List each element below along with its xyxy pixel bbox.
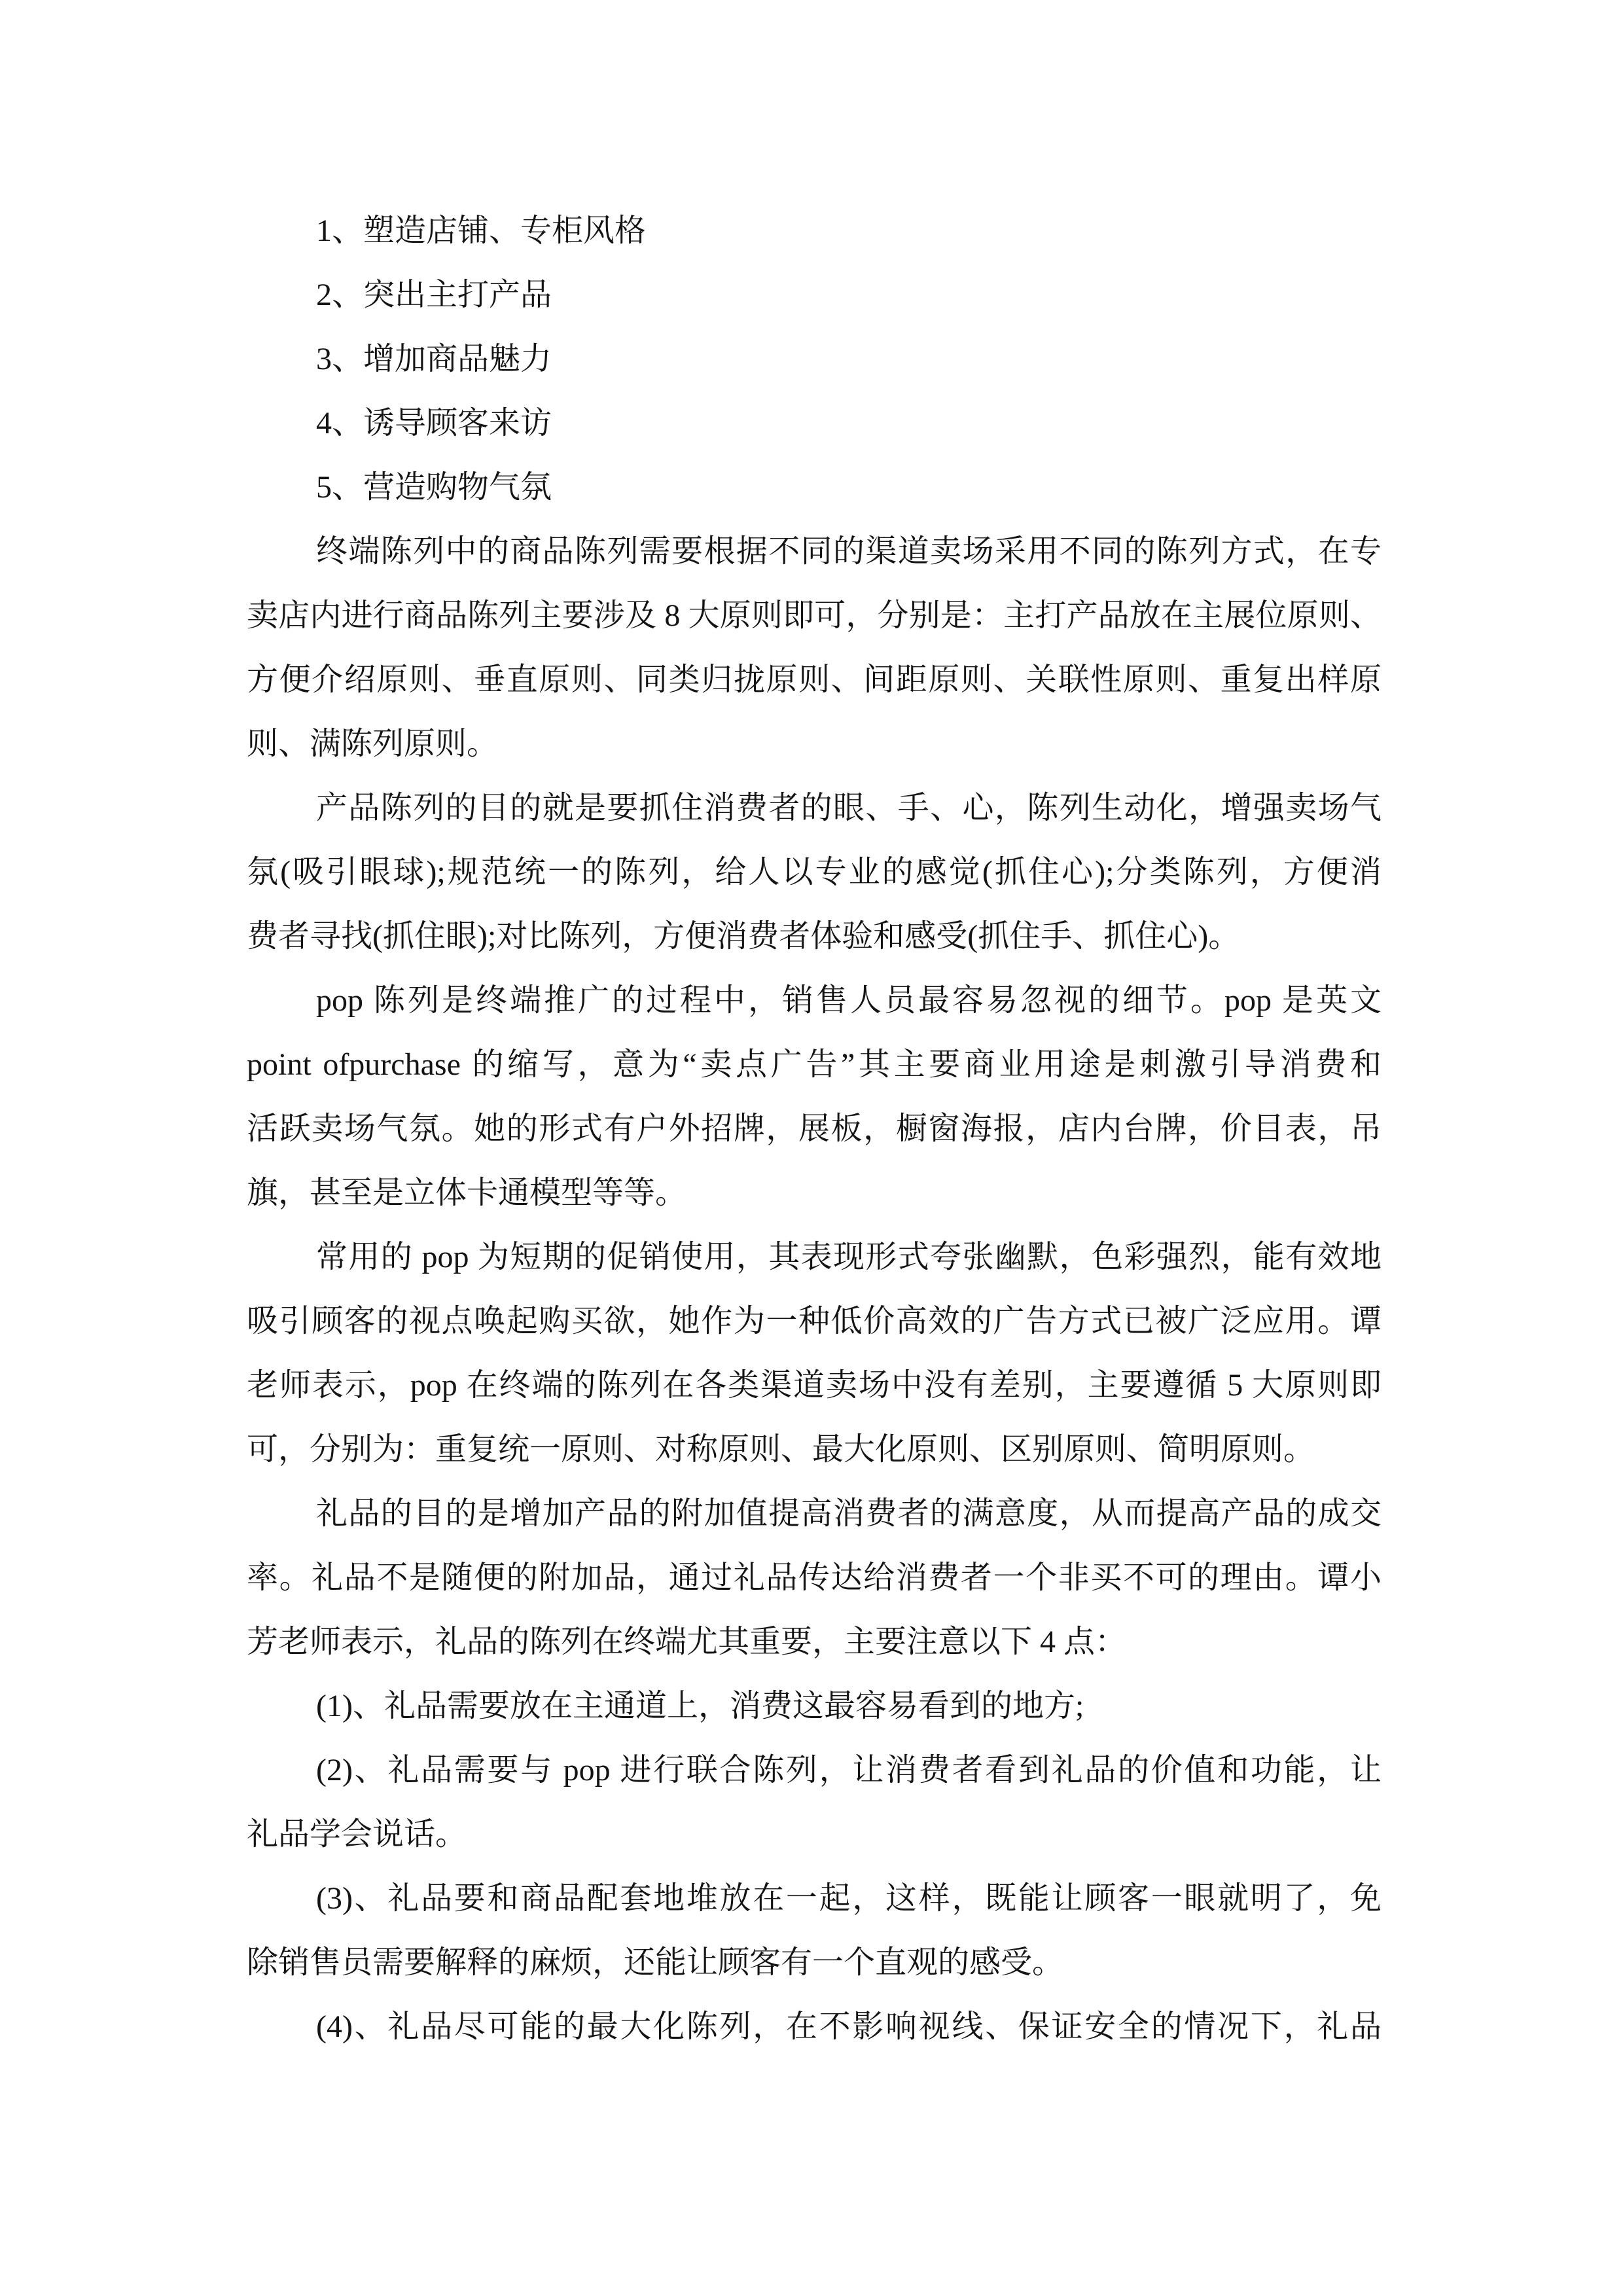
document-body (247, 199, 1382, 2059)
paragraph-line: 礼品学会说话。 (247, 1817, 467, 1852)
paragraph-line: point ofpurchase 的缩写，意为“卖点广告”其主要商业用途是刺激引导消费和 (247, 1047, 1382, 1082)
paragraph-line: 率。礼品不是随便的附加品，通过礼品传达给消费者一个非买不可的理由。谭小 (247, 1560, 1382, 1595)
paragraph-line: 活跃卖场气氛。她的形式有户外招牌，展板，橱窗海报，店内台牌，价目表，吊 (247, 1111, 1382, 1146)
paragraph-line: 方便介绍原则、垂直原则、同类归拢原则、间距原则、关联性原则、重复出样原 (247, 662, 1382, 697)
paragraph-gift-point-2 (247, 1738, 1382, 1867)
numbered-list (247, 199, 1382, 520)
paragraph-line: 费者寻找(抓住眼);对比陈列，方便消费者体验和感受(抓住手、抓住心)。 (247, 919, 1240, 954)
paragraph-pop-display (247, 969, 1382, 1225)
list-item: 4、诱导顾客来访 (316, 406, 552, 440)
paragraph-gift-purpose (247, 1482, 1382, 1674)
paragraph-line: 常用的 pop 为短期的促销使用，其表现形式夸张幽默，色彩强烈，能有效地 (316, 1240, 1382, 1274)
paragraph-line: 卖店内进行商品陈列主要涉及 8 大原则即可，分别是：主打产品放在主展位原则、 (247, 598, 1382, 633)
paragraph-line: (2)、礼品需要与 pop 进行联合陈列，让消费者看到礼品的价值和功能，让 (316, 1753, 1382, 1787)
list-item: 1、塑造店铺、专柜风格 (316, 213, 647, 248)
paragraph-line: (4)、礼品尽可能的最大化陈列，在不影响视线、保证安全的情况下，礼品 (316, 2009, 1382, 2044)
paragraph-line: (1)、礼品需要放在主通道上，消费这最容易看到的地方; (316, 1689, 1084, 1723)
paragraph-line: 礼品的目的是增加产品的附加值提高消费者的满意度，从而提高产品的成交 (316, 1496, 1382, 1531)
paragraph-line: 芳老师表示，礼品的陈列在终端尤其重要，主要注意以下 4 点： (247, 1624, 1127, 1659)
paragraph-gift-point-4 (247, 1995, 1382, 2059)
paragraph-gift-point-1 (247, 1674, 1382, 1738)
list-item: 5、营造购物气氛 (316, 470, 552, 505)
paragraph-line: 终端陈列中的商品陈列需要根据不同的渠道卖场采用不同的陈列方式，在专 (316, 534, 1382, 569)
paragraph-line: 可，分别为：重复统一原则、对称原则、最大化原则、区别原则、简明原则。 (247, 1432, 1315, 1467)
paragraph-line: 氛(吸引眼球);规范统一的陈列，给人以专业的感觉(抓住心);分类陈列，方便消 (247, 855, 1382, 889)
paragraph-line: 除销售员需要解释的麻烦，还能让顾客有一个直观的感受。 (247, 1945, 1064, 1980)
paragraph-line: 旗，甚至是立体卡通模型等等。 (247, 1175, 687, 1210)
paragraph-line: 产品陈列的目的就是要抓住消费者的眼、手、心，陈列生动化，增强卖场气 (316, 791, 1382, 825)
paragraph-line: 吸引顾客的视点唤起购买欲，她作为一种低价高效的广告方式已被广泛应用。谭 (247, 1304, 1382, 1338)
paragraph-line: pop 陈列是终端推广的过程中，销售人员最容易忽视的细节。pop 是英文 (316, 983, 1382, 1018)
paragraph-line: (3)、礼品要和商品配套地堆放在一起，这样，既能让顾客一眼就明了，免 (316, 1881, 1382, 1916)
paragraph-pop-principles (247, 1225, 1382, 1482)
list-item: 2、突出主打产品 (316, 278, 552, 312)
paragraph-display-purpose (247, 776, 1382, 969)
paragraph-line: 老师表示，pop 在终端的陈列在各类渠道卖场中没有差别，主要遵循 5 大原则即 (247, 1368, 1382, 1403)
list-item: 3、增加商品魅力 (316, 342, 552, 376)
paragraph-gift-point-3 (247, 1867, 1382, 1995)
paragraph-product-display-principles (247, 520, 1382, 776)
paragraph-line: 则、满陈列原则。 (247, 726, 499, 761)
